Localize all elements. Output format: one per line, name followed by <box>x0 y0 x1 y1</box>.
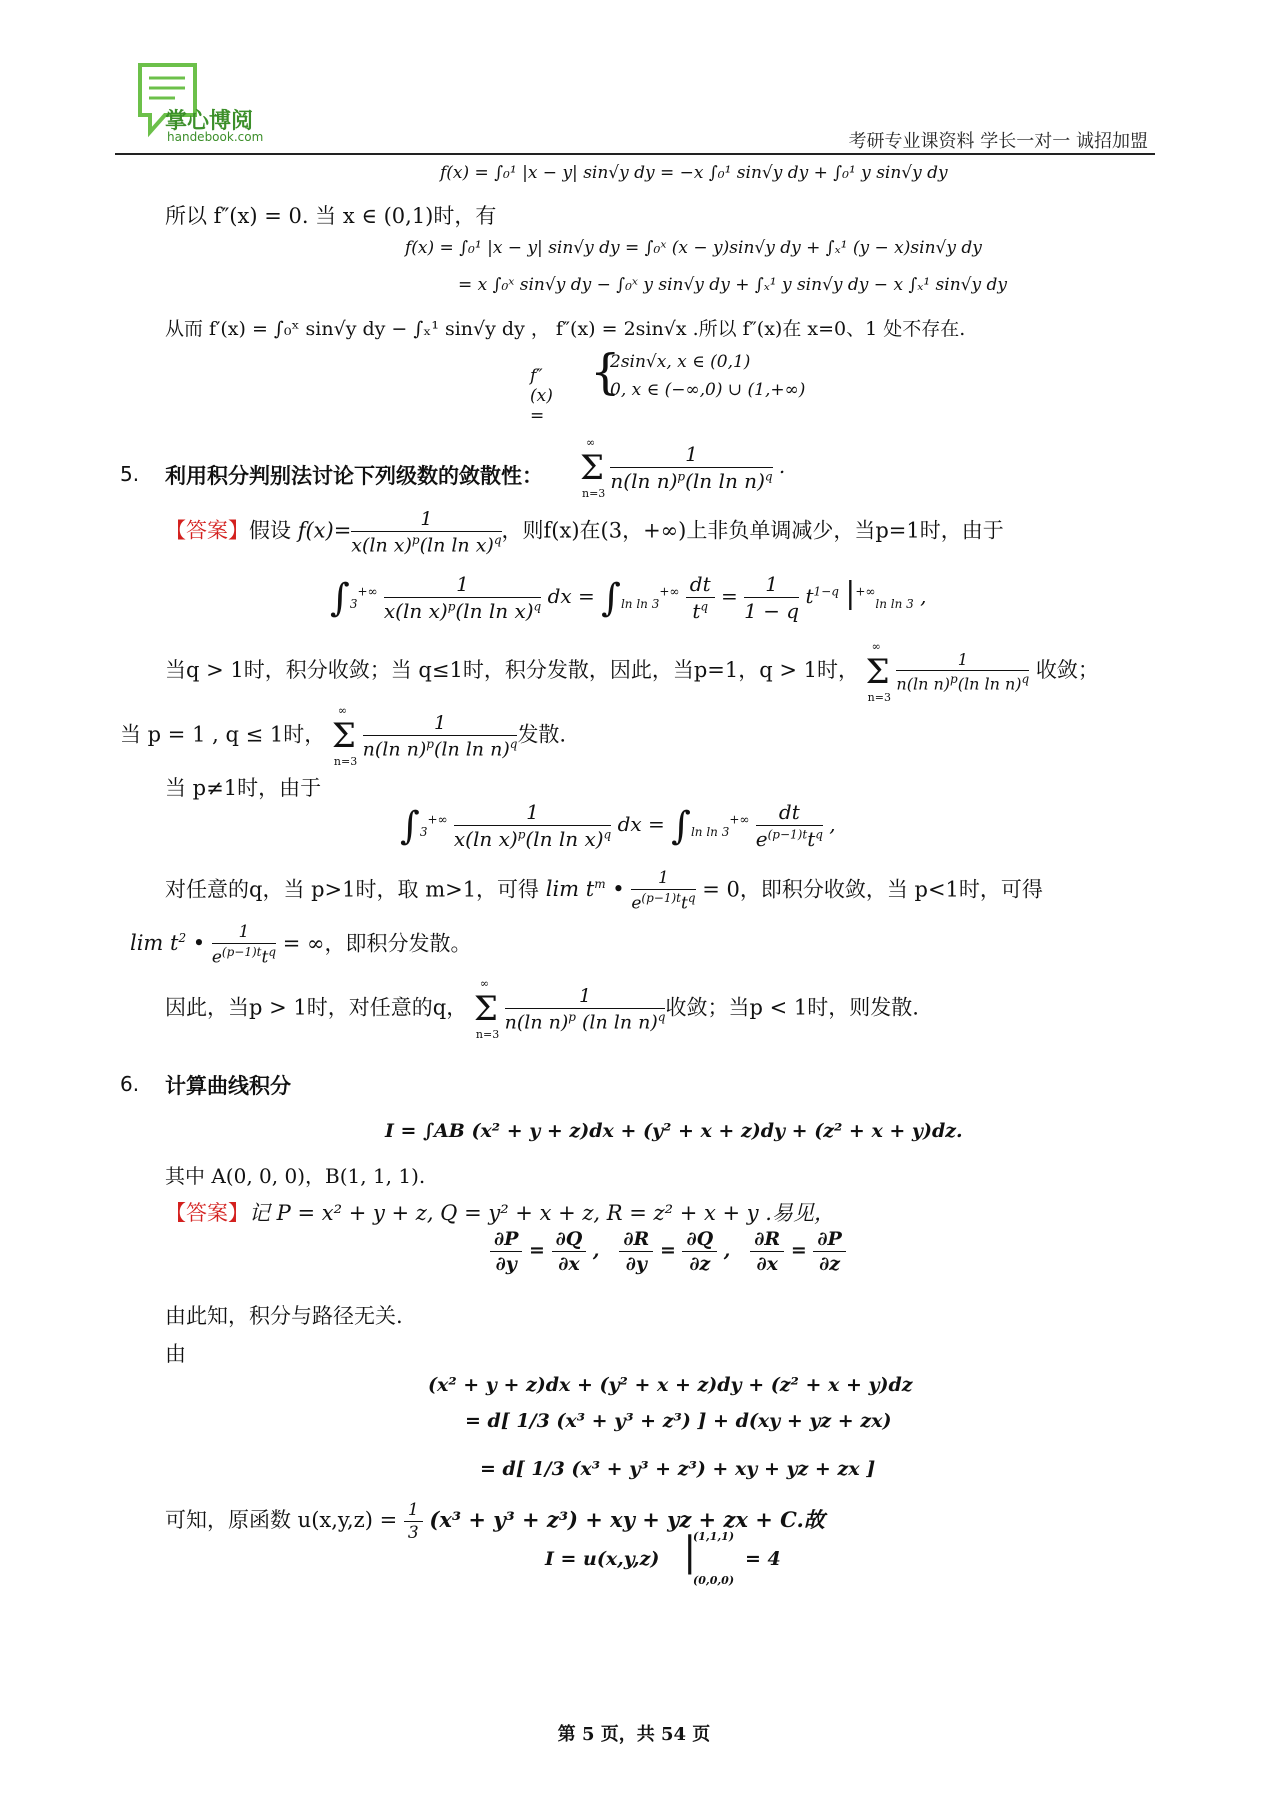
logo <box>135 60 315 144</box>
final-lower: (0,0,0) <box>693 1574 735 1587</box>
q5-number: 5. <box>120 462 140 486</box>
a5-prefix: 对任意的q，当 p>1时，取 m>1，可得 <box>165 877 540 902</box>
a1-prefix: 假设 <box>249 518 291 543</box>
q5-title: 利用积分判别法讨论下列级数的敛散性： <box>165 463 543 488</box>
q6-diff-1: (x² + y + z)dx + (y² + x + z)dy + (z² + x + y)dz <box>428 1374 913 1396</box>
q5-integral-2: $\int_3^{+\infty}$ $\frac{1}{x(\ln x)^p(\ln \ln x)^q}$ dx = $\int_{ln ln 3}^{+\infty}$ $\frac{dt}{e^{(p-1)t}t^q}$ , <box>400 800 836 851</box>
q6-diff-2: = d[ 1/3 (x³ + y³ + z³) ] + d(xy + yz + zx) <box>465 1410 892 1432</box>
a2-text: 当q > 1时，积分收敛；当 q≤1时，积分发散，因此，当p=1，q > 1时， <box>165 658 859 683</box>
header-rule <box>115 153 1155 155</box>
q6-a1: 记 P = x² + y + z, Q = y² + x + z, R = z² + x + y .易见， <box>249 1201 835 1225</box>
formula-f2a: f(x) = ∫₀¹ |x − y| sin√y dy = ∫₀ˣ (x − y)sin√y dy + ∫ₓ¹ (y − x)sin√y dy <box>405 238 982 258</box>
q6-number: 6. <box>120 1072 140 1096</box>
case-1: 2sin√x, x ∈ (0,1) <box>610 352 751 372</box>
logo-text: 掌心博阅 <box>165 109 254 134</box>
a7-prefix: 因此，当p > 1时，对任意的q， <box>165 995 468 1020</box>
a7-tail: 收敛；当p < 1时，则发散. <box>665 995 919 1020</box>
q6-a4-prefix: 可知，原函数 u(x,y,z) = <box>165 1508 398 1532</box>
q6-answer-line3: 由 <box>165 1342 186 1366</box>
q5-answer-line5: 对任意的q，当 p>1时，取 m>1，可得 $\lim t^m$ • $\frac{1}{e^{(p-1)t}t^q}$ = 0，即积分收敛，当 p<1时，可得 <box>165 868 1043 914</box>
q6-diff-3: = d[ 1/3 (x³ + y³ + z³) + xy + yz + zx ] <box>480 1458 876 1480</box>
logo-url: handebook.com <box>167 130 264 144</box>
final-value: = 4 <box>745 1548 781 1570</box>
q6-partials: $\frac{\partial P}{\partial y}$ = $\frac{\partial Q}{\partial x}$ , $\frac{\partial R}{\partial y}$ = $\frac{\partial Q}{\partial z}$ , $\frac{\partial R}{\partial x}$ = $\frac{\partial P}{\partial z}$ <box>490 1228 846 1275</box>
answer-tag: 【答案】 <box>165 518 249 543</box>
a6-tail: = ∞，即积分发散。 <box>282 931 472 956</box>
q6-a4-tail: (x³ + y³ + z³) + xy + yz + zx + C.故 <box>429 1507 825 1532</box>
q5-answer-line2: 当q > 1时，积分收敛；当 q≤1时，积分发散，因此，当p=1，q > 1时， Σ ∞ n=3 $\frac{1}{n(\ln n)^p(\ln \ln n)^q}$ 收敛； <box>165 639 1099 704</box>
formula-f1: f(x) = ∫₀¹ |x − y| sin√y dy = −x ∫₀¹ sin√y dy + ∫₀¹ y sin√y dy <box>440 163 948 183</box>
q6-answer-line4: 可知，原函数 u(x,y,z) = $\frac{1}{3}$ (x³ + y³ + z³) + xy + yz + zx + C.故 <box>165 1500 825 1543</box>
a1-suffix: ，则f(x)在(3，+∞)上非负单调减少，当p=1时，由于 <box>501 518 1004 543</box>
a5-mid: = 0，即积分收敛，当 p<1时，可得 <box>702 877 1043 902</box>
q5-integral-1: $\int_3^{+\infty}$ $\frac{1}{x(\ln x)^p(\ln \ln x)^q}$ dx = $\int_{ln ln 3}^{+\infty}$ $\frac{dt}{t^q}$ = $\frac{1}{1 - q}$ $t^{1-q}$ $|^{+\infty}_{ln ln 3}$ , <box>330 572 927 623</box>
text-line2: 从而 f′(x) = ∫₀ˣ sin√y dy − ∫ₓ¹ sin√y dy ， f″(x) = 2sin√x .所以 f″(x)在 x=0、1 处不存在. <box>165 318 966 340</box>
q5-series: Σ ∞ n=3 $\frac{1}{n(\ln n)^p(\ln \ln n)^q}$ . <box>580 435 786 500</box>
final-expr: I = u(x,y,z) <box>545 1548 660 1570</box>
a3-prefix: 当 p = 1 , q ≤ 1时， <box>120 722 326 747</box>
q6-answer-tag: 【答案】 <box>165 1201 249 1225</box>
page-number: 第 5 页，共 54 页 <box>557 1724 711 1745</box>
q5-answer-line6: $\lim t^2$ • $\frac{1}{e^{(p-1)t}t^q}$ = ∞，即积分发散。 <box>130 922 472 968</box>
final-upper: (1,1,1) <box>693 1530 735 1543</box>
q5-answer-line1: 【答案】假设 f(x)= $\frac{1}{x(\ln x)^p(\ln \ln x)^q}$ ，则f(x)在(3，+∞)上非负单调减少，当p=1时，由于 <box>165 508 1004 557</box>
text-line1: 所以 f″(x) = 0. 当 x ∈ (0,1)时，有 <box>165 204 497 228</box>
header <box>0 0 1268 160</box>
q5-answer-line7: 因此，当p > 1时，对任意的q， Σ ∞ n=3 $\frac{1}{n(\ln n)^p (\ln \ln n)^q}$ 收敛；当p < 1时，则发散. <box>165 977 919 1042</box>
q6-answer-line1 <box>165 1197 835 1227</box>
a3-tail: 发散. <box>517 722 567 747</box>
q6-answer-line2: 由此知，积分与路径无关. <box>165 1304 403 1328</box>
q6-points: 其中 A(0, 0, 0)，B(1, 1, 1). <box>165 1164 426 1188</box>
q5-answer-line4: 当 p≠1时，由于 <box>165 776 322 800</box>
q5-answer-line3: 当 p = 1 , q ≤ 1时， Σ ∞ n=3 $\frac{1}{n(\ln n)^p(\ln \ln n)^q}$ 发散. <box>120 704 567 769</box>
q6-title: 计算曲线积分 <box>165 1073 291 1098</box>
a2-tail: 收敛； <box>1035 658 1099 683</box>
header-right-text: 考研专业课资料 学长一对一 诚招加盟 <box>848 131 1148 152</box>
case-2: 0, x ∈ (−∞,0) ∪ (1,+∞) <box>610 380 806 400</box>
q6-integral: I = ∫AB (x² + y + z)dx + (y² + x + z)dy + (z² + x + y)dz. <box>385 1120 963 1142</box>
formula-f2b: = x ∫₀ˣ sin√y dy − ∫₀ˣ y sin√y dy + ∫ₓ¹ y sin√y dy − x ∫ₓ¹ sin√y dy <box>458 275 1007 295</box>
